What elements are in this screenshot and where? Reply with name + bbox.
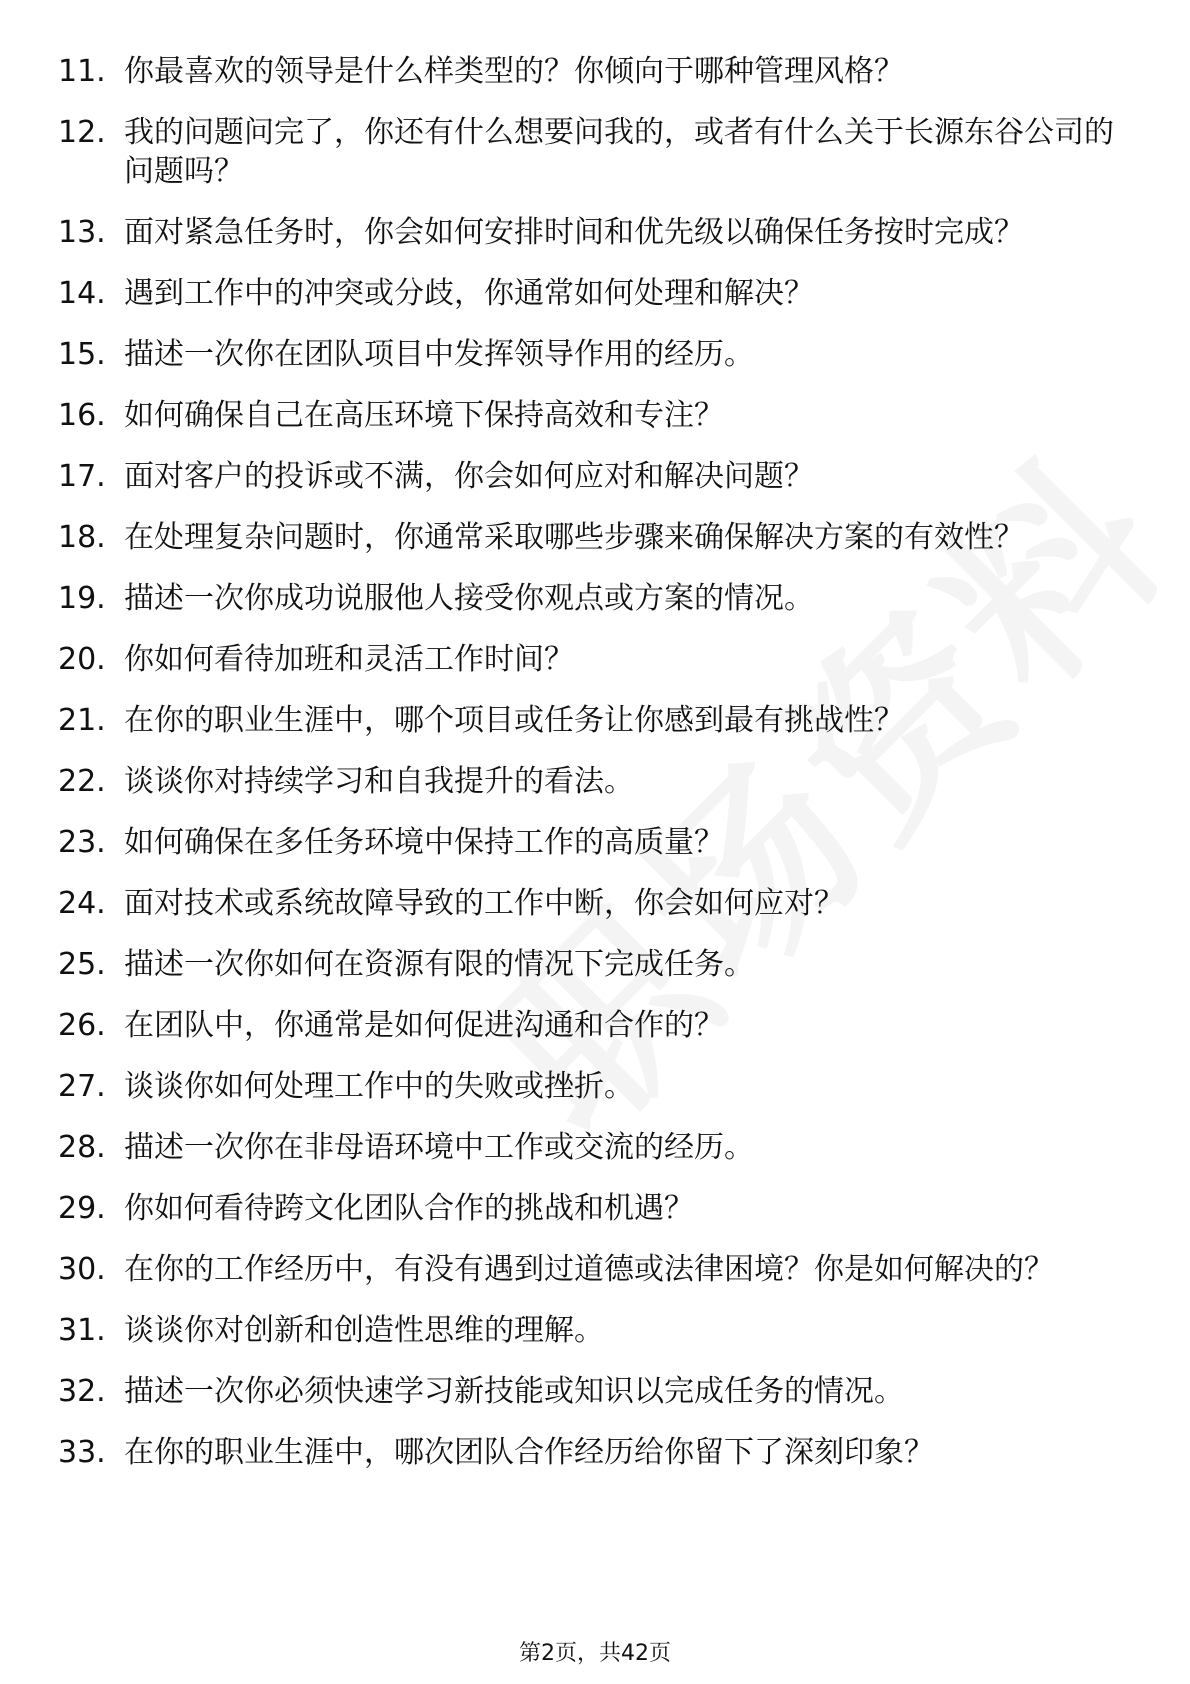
list-item: [58, 213, 1118, 252]
question-text: 描述一次你在团队项目中发挥领导作用的经历。: [124, 337, 754, 372]
question-number: 18.: [58, 520, 106, 555]
question-text: 你如何看待跨文化团队合作的挑战和机遇？: [124, 1191, 694, 1226]
list-item: [58, 640, 1118, 679]
question-number: 31.: [58, 1313, 106, 1348]
question-text: 在你的工作经历中，有没有遇到过道德或法律困境？你是如何解决的？: [124, 1252, 1054, 1287]
question-number: 17.: [58, 459, 106, 494]
question-number: 30.: [58, 1252, 106, 1287]
list-item: [58, 1311, 1118, 1350]
question-number: 24.: [58, 886, 106, 921]
list-item: [58, 274, 1118, 313]
list-item: [58, 945, 1118, 984]
list-item: [58, 335, 1118, 374]
list-item: [58, 1433, 1118, 1472]
list-item: [58, 884, 1118, 923]
list-item: [58, 113, 1118, 191]
question-text: 遇到工作中的冲突或分歧，你通常如何处理和解决？: [124, 276, 814, 311]
question-text: 谈谈你如何处理工作中的失败或挫折。: [124, 1069, 634, 1104]
list-item: [58, 823, 1118, 862]
list-item: [58, 1372, 1118, 1411]
question-number: 11.: [58, 54, 106, 89]
list-item: [58, 1128, 1118, 1167]
question-text: 在你的职业生涯中，哪个项目或任务让你感到最有挑战性？: [124, 703, 904, 738]
list-item: [58, 52, 1118, 91]
question-text: 在处理复杂问题时，你通常采取哪些步骤来确保解决方案的有效性？: [124, 520, 1024, 555]
question-number: 25.: [58, 947, 106, 982]
question-list: [58, 52, 1118, 1494]
list-item: [58, 1250, 1118, 1289]
question-number: 28.: [58, 1130, 106, 1165]
question-number: 27.: [58, 1069, 106, 1104]
question-text: 你最喜欢的领导是什么样类型的？你倾向于哪种管理风格？: [124, 54, 904, 89]
question-text: 我的问题问完了，你还有什么想要问我的，或者有什么关于长源东谷公司的问题吗？: [124, 115, 1114, 189]
question-text: 描述一次你在非母语环境中工作或交流的经历。: [124, 1130, 754, 1165]
question-number: 23.: [58, 825, 106, 860]
question-text: 面对技术或系统故障导致的工作中断，你会如何应对？: [124, 886, 844, 921]
question-text: 你如何看待加班和灵活工作时间？: [124, 642, 574, 677]
question-number: 33.: [58, 1435, 106, 1470]
question-number: 22.: [58, 764, 106, 799]
question-text: 描述一次你如何在资源有限的情况下完成任务。: [124, 947, 754, 982]
list-item: [58, 518, 1118, 557]
list-item: [58, 1189, 1118, 1228]
question-text: 描述一次你成功说服他人接受你观点或方案的情况。: [124, 581, 814, 616]
question-number: 13.: [58, 215, 106, 250]
list-item: [58, 579, 1118, 618]
list-item: [58, 1006, 1118, 1045]
question-text: 面对紧急任务时，你会如何安排时间和优先级以确保任务按时完成？: [124, 215, 1024, 250]
question-number: 12.: [58, 115, 106, 150]
question-text: 在团队中，你通常是如何促进沟通和合作的？: [124, 1008, 724, 1043]
question-text: 面对客户的投诉或不满，你会如何应对和解决问题？: [124, 459, 814, 494]
list-item: [58, 1067, 1118, 1106]
question-number: 15.: [58, 337, 106, 372]
question-text: 如何确保在多任务环境中保持工作的高质量？: [124, 825, 724, 860]
question-text: 谈谈你对创新和创造性思维的理解。: [124, 1313, 604, 1348]
question-number: 20.: [58, 642, 106, 677]
question-number: 32.: [58, 1374, 106, 1409]
list-item: [58, 762, 1118, 801]
question-text: 在你的职业生涯中，哪次团队合作经历给你留下了深刻印象？: [124, 1435, 934, 1470]
question-text: 谈谈你对持续学习和自我提升的看法。: [124, 764, 634, 799]
question-number: 16.: [58, 398, 106, 433]
question-number: 21.: [58, 703, 106, 738]
list-item: [58, 701, 1118, 740]
question-number: 19.: [58, 581, 106, 616]
question-text: 描述一次你必须快速学习新技能或知识以完成任务的情况。: [124, 1374, 904, 1409]
page-footer: 第2页，共42页: [519, 1641, 671, 1666]
question-number: 26.: [58, 1008, 106, 1043]
question-number: 14.: [58, 276, 106, 311]
question-number: 29.: [58, 1191, 106, 1226]
list-item: [58, 396, 1118, 435]
question-text: 如何确保自己在高压环境下保持高效和专注？: [124, 398, 724, 433]
list-item: [58, 457, 1118, 496]
